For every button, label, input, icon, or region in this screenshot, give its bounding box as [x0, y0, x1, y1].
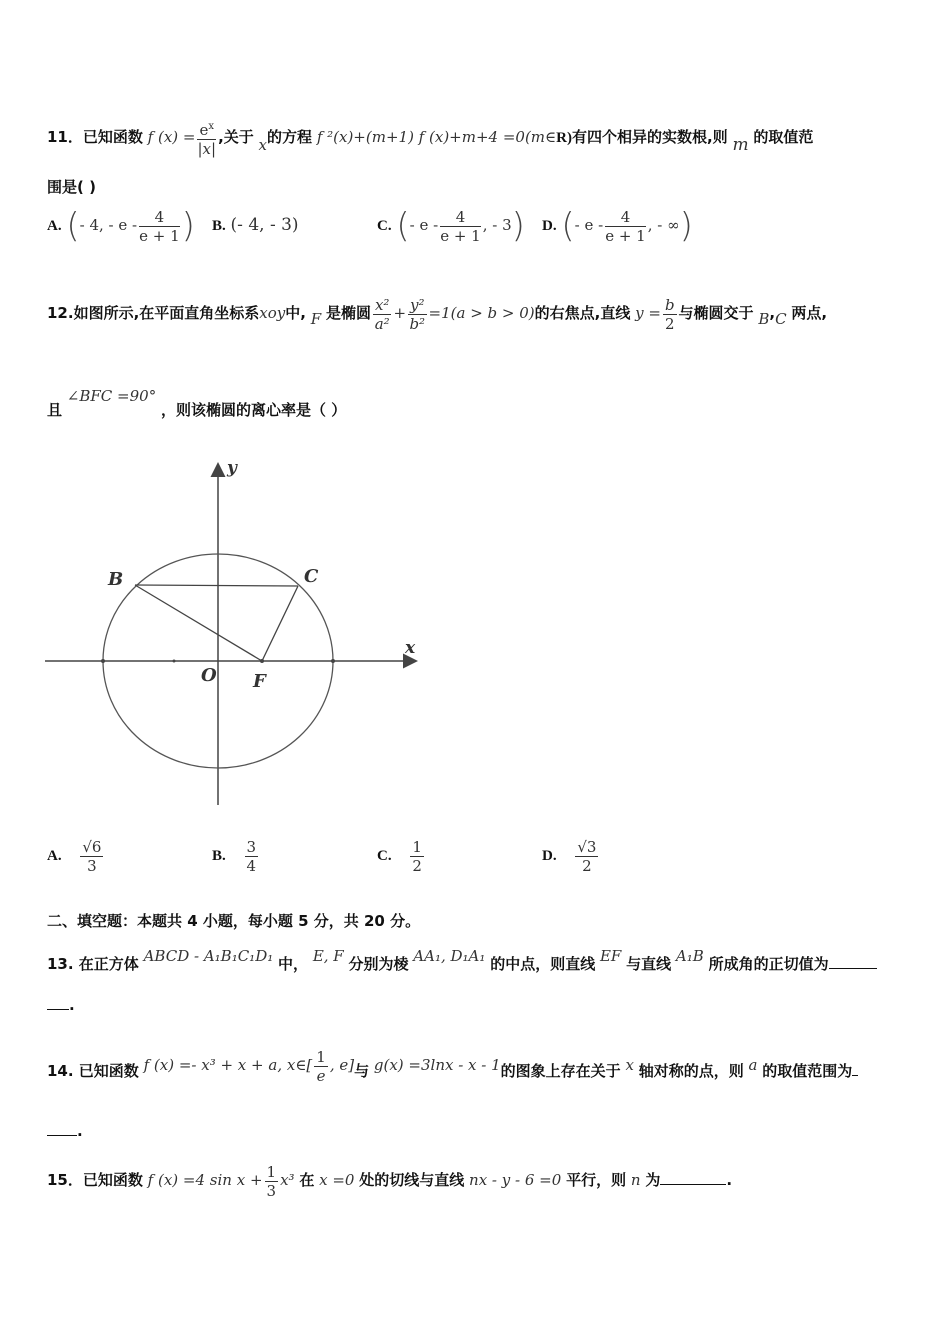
option-left: - 4, - e -: [79, 216, 138, 234]
bracket-right: ): [511, 206, 525, 246]
q12-ellipse-x: [373, 296, 391, 333]
option-num: √3: [577, 837, 597, 856]
q14-range: 的取值范围为: [762, 1062, 853, 1080]
q13-cube: ABCD - A₁B₁C₁D₁: [143, 947, 274, 965]
option-den: 2: [582, 856, 592, 875]
ellipse-rhs: =1(a > b > 0): [428, 304, 535, 322]
q13-zhong: 中，: [278, 955, 309, 973]
q11-option-a: [47, 200, 195, 250]
q15-line1: [47, 1152, 732, 1208]
label-F: F: [253, 671, 266, 692]
point-F: [260, 659, 264, 663]
q12-line1: [47, 288, 827, 338]
q12-right-focus: 的右焦点,直线: [534, 304, 631, 322]
q15-x3: x³: [280, 1171, 295, 1189]
option-fraction: [80, 838, 103, 875]
q11-func: f (x) =: [147, 128, 196, 146]
q11-R: R): [556, 130, 572, 146]
q14-a: a: [748, 1056, 758, 1074]
option-den: 3: [87, 856, 97, 875]
q12-option-a: [47, 832, 105, 878]
q12-ellipse-y: [408, 296, 427, 333]
option-den: e + 1: [139, 226, 180, 245]
q12-angle: ∠BFC =90°: [66, 387, 157, 405]
q13-number: 13. 在正方体: [47, 955, 139, 973]
q11-about: ,关于: [218, 128, 254, 146]
q11-func-fraction: [197, 118, 216, 158]
q11-func-sup: x: [208, 121, 215, 132]
q11-var-x: x: [258, 136, 268, 154]
point-left-vertex: [101, 659, 105, 663]
q11-option-b: [212, 200, 299, 250]
q12-option-d: [542, 832, 600, 878]
q14-sym: 轴对称的点，则: [638, 1062, 744, 1080]
q11-func-num: e: [199, 121, 209, 139]
q11-option-c: [377, 200, 525, 250]
q12-two-points: 两点,: [791, 304, 828, 322]
q14-graph: 的图象上存在关于: [500, 1062, 621, 1080]
line-num: b: [664, 295, 675, 314]
option-fraction: [139, 208, 180, 245]
q15-x0: x =0: [319, 1171, 355, 1189]
label-C: C: [304, 566, 319, 587]
q12-is-ellipse: 是椭圆: [325, 304, 371, 322]
label-x: x: [405, 638, 416, 658]
q14-f-fraction: [314, 1048, 328, 1085]
label-O: O: [201, 665, 217, 686]
q14-yu: 与: [354, 1062, 370, 1080]
segment-BC: [135, 585, 298, 586]
q11-func-den: |x|: [197, 140, 217, 158]
q12-option-b: [212, 832, 260, 878]
q13-end: .: [69, 996, 75, 1014]
q11-line2: 围是( ): [47, 178, 96, 196]
q13-answer-blank-cont[interactable]: [47, 1009, 69, 1010]
bracket-right: ): [679, 206, 693, 246]
q11-line1: [47, 115, 813, 159]
option-num: 3: [246, 837, 257, 856]
option-fraction: [410, 838, 424, 875]
q13-fenbie: 分别为棱: [348, 955, 409, 973]
q14-g: g(x) =3lnx - x - 1: [373, 1056, 501, 1074]
ellipse-y-den: b²: [409, 314, 426, 333]
q12-line-frac: [663, 296, 677, 333]
segment-CF: [262, 586, 298, 661]
option-right: , - 3: [482, 216, 512, 234]
q11-equation: f ²(x)+(m+1) f (x)+m+4 =0(m∈: [316, 128, 557, 146]
option-num: 4: [139, 208, 180, 227]
segment-BF: [135, 585, 262, 661]
q14-end: .: [77, 1122, 83, 1140]
q14-x: x: [625, 1056, 634, 1074]
label-y: y: [227, 458, 237, 478]
bracket-left: (: [561, 206, 575, 246]
q13-A1B: A₁B: [675, 947, 704, 965]
q12-ask: ，则该椭圆的离心率是（ ）: [160, 401, 347, 419]
q15-at: 在: [299, 1171, 315, 1189]
q14-answer-blank[interactable]: [852, 1075, 858, 1076]
option-fraction: [575, 838, 598, 875]
ellipse-y-num: y²: [410, 295, 425, 314]
q15-wei: 为: [645, 1171, 661, 1189]
point-left-focus: [173, 660, 176, 663]
option-fraction: [440, 208, 481, 245]
option-letter: B.: [212, 848, 226, 864]
q15-number: 15．已知函数: [47, 1171, 143, 1189]
q14-f-num: 1: [316, 1047, 326, 1066]
option-letter: A.: [47, 848, 62, 864]
q12-C: C: [775, 310, 787, 328]
q15-tangent: 处的切线与直线: [359, 1171, 465, 1189]
option-letter: A.: [47, 218, 62, 234]
q12-number: 12.如图所示,在平面直角坐标系: [47, 304, 260, 322]
q15-n: n: [630, 1171, 641, 1189]
option-fraction: [605, 208, 646, 245]
q15-f-fraction: [265, 1163, 279, 1200]
q11-equation-label: 的方程: [267, 128, 313, 146]
q13-angle-tan: 所成角的正切值为: [708, 955, 829, 973]
q11-text-after: 有四个相异的实数根,则: [571, 128, 728, 146]
option-num: 1: [412, 837, 422, 856]
q12-xoy: xoy: [259, 304, 286, 322]
q13-edges: AA₁, D₁A₁: [413, 947, 486, 965]
q15-line: nx - y - 6 =0: [469, 1171, 562, 1189]
q14-f-end: , e]: [329, 1056, 355, 1074]
option-den: 2: [412, 856, 422, 875]
q15-end: .: [726, 1171, 733, 1189]
ellipse-x-num: x²: [374, 295, 390, 314]
q13-EF-pts: E, F: [312, 947, 344, 965]
q14-f: f (x) =- x³ + x + a, x∈[: [143, 1056, 313, 1074]
q13-midpoints: 的中点，则直线: [490, 955, 596, 973]
option-num: 4: [440, 208, 481, 227]
q12-zhong: 中,: [285, 304, 306, 322]
q11-number: 11．已知函数: [47, 128, 143, 146]
q13-with-line: 与直线: [626, 955, 672, 973]
option-letter: B.: [212, 218, 226, 234]
option-text: (- 4, - 3): [230, 215, 299, 235]
option-letter: C.: [377, 218, 392, 234]
option-letter: D.: [542, 218, 557, 234]
q13-EF: EF: [599, 947, 622, 965]
point-right-vertex: [331, 659, 335, 663]
option-num: 4: [605, 208, 646, 227]
q14-line1: [47, 1040, 858, 1090]
q12-B: B: [758, 310, 770, 328]
ellipse-figure: [40, 455, 430, 810]
q12-F: F: [310, 310, 322, 328]
q11-option-d: [542, 200, 693, 250]
q14-line2: [47, 1122, 83, 1140]
ellipse-plus: +: [393, 304, 407, 322]
option-fraction: [245, 838, 259, 875]
line-den: 2: [664, 314, 675, 333]
option-den: e + 1: [605, 226, 646, 245]
q15-parallel: 平行，则: [566, 1171, 627, 1189]
ellipse-x-den: a²: [374, 314, 390, 333]
q13-line2: [47, 996, 75, 1014]
option-letter: D.: [542, 848, 557, 864]
option-left: - e -: [409, 216, 439, 234]
q12-option-c: [377, 832, 426, 878]
option-right: , - ∞: [647, 216, 680, 234]
option-den: 4: [246, 856, 257, 875]
q12-comma: ,: [769, 304, 776, 322]
option-num: √6: [82, 837, 102, 856]
option-left: - e -: [574, 216, 604, 234]
option-letter: C.: [377, 848, 392, 864]
q14-f-den: e: [316, 1066, 326, 1085]
q12-qie: 且: [47, 401, 63, 419]
q15-f: f (x) =4 sin x +: [147, 1171, 263, 1189]
option-den: e + 1: [440, 226, 481, 245]
q15-f-num: 1: [266, 1162, 277, 1181]
q11-range-label: 的取值范: [753, 128, 814, 146]
bracket-left: (: [66, 206, 80, 246]
q15-f-den: 3: [266, 1181, 277, 1200]
bracket-right: ): [181, 206, 195, 246]
q13-answer-blank[interactable]: [829, 968, 877, 969]
q12-line-lhs: y =: [635, 304, 661, 322]
q13-line1: [47, 936, 877, 976]
q14-number: 14. 已知函数: [47, 1062, 139, 1080]
bracket-left: (: [396, 206, 410, 246]
label-B: B: [108, 569, 124, 590]
q12-line2: [47, 382, 346, 422]
section2-title: 二、填空题：本题共 4 小题，每小题 5 分，共 20 分。: [47, 912, 421, 930]
q11-var-m: m: [732, 135, 749, 155]
q15-answer-blank[interactable]: [660, 1184, 726, 1185]
q14-answer-blank-cont[interactable]: [47, 1135, 77, 1136]
q12-intersect: 与椭圆交于: [678, 304, 754, 322]
